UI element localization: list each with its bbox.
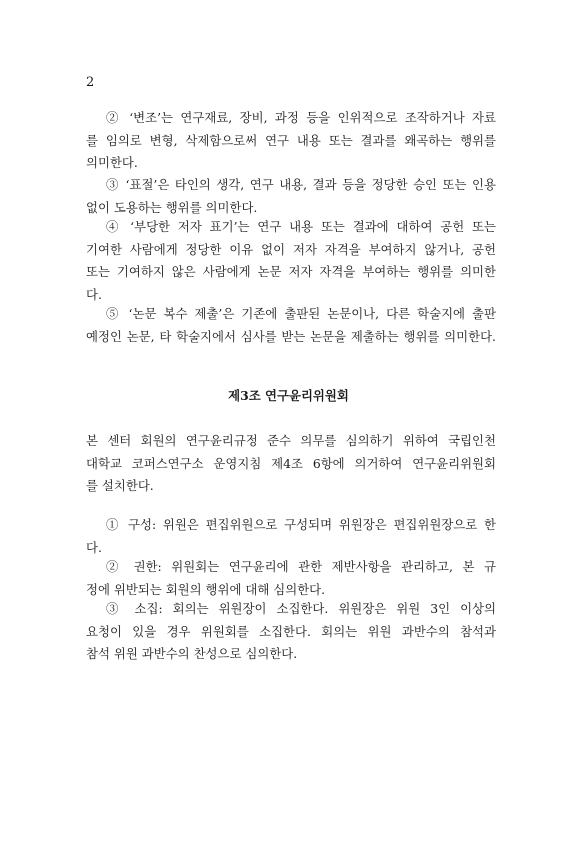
paragraph-line: ③ 소집: 회의는 위원장이 소집한다. 위원장은 위원 3인 이상의 — [106, 601, 496, 616]
paragraph-line: 참석 위원 과반수의 찬성으로 심의한다. — [86, 646, 298, 661]
page-number: 2 — [86, 75, 95, 90]
paragraph-line: 본 센터 회원의 연구윤리규정 준수 의무를 심의하기 위하여 국립인천 — [86, 433, 496, 448]
definition-plagiarism-paragraph — [86, 174, 496, 219]
paragraph-line: 를 임의로 변형, 삭제함으로써 연구 내용 또는 결과를 왜곡하는 행위를 — [86, 132, 496, 148]
paragraph-line: 기여한 사람에게 정당한 이유 없이 저자 자격을 부여하지 않거나, 공헌 — [86, 241, 496, 257]
paragraph-line: 의미한다. — [86, 155, 138, 170]
paragraph-line: 정에 위반되는 회원의 행위에 대해 심의한다. — [86, 581, 326, 597]
paragraph-line: 예정인 논문, 타 학술지에서 심사를 받는 논문을 제출하는 행위를 의미한다. — [86, 328, 496, 344]
paragraph-line: ③ ‘표절’은 타인의 생각, 연구 내용, 결과 등을 정당한 승인 또는 인용 — [106, 177, 496, 192]
paragraph-line: 요청이 있을 경우 위원회를 소집한다. 회의는 위원 과반수의 참석과 — [86, 623, 496, 639]
paragraph-line: 다. — [86, 286, 102, 302]
definition-fabrication-paragraph — [86, 107, 496, 175]
paragraph-line: 또는 기여하지 않은 사람에게 논문 저자 자격을 부여하는 행위를 의미한 — [86, 264, 496, 279]
definition-authorship-paragraph — [86, 216, 496, 306]
paragraph-line: 대학교 코퍼스연구소 운영지침 제4조 6항에 의거하여 연구윤리위원회 — [86, 455, 496, 471]
paragraph-line: 없이 도용하는 행위를 의미한다. — [86, 199, 258, 215]
committee-convening-paragraph — [86, 598, 496, 666]
committee-authority-paragraph — [86, 556, 496, 601]
definition-duplicate-submission-paragraph — [86, 303, 496, 348]
section-title: 제3조 연구윤리위원회 — [228, 388, 349, 403]
committee-composition-paragraph — [86, 514, 496, 559]
committee-intro-paragraph — [86, 430, 496, 498]
paragraph-line: ④ ‘부당한 저자 표기’는 연구 내용 또는 결과에 대하여 공헌 또는 — [106, 219, 496, 234]
paragraph-line: 를 설치한다. — [86, 478, 154, 493]
paragraph-line: ① 구성: 위원은 편집위원으로 구성되며 위원장은 편집위원장으로 한 — [106, 517, 496, 532]
paragraph-line: 다. — [86, 539, 102, 555]
paragraph-line: ② ‘변조’는 연구재료, 장비, 과정 등을 인위적으로 조작하거나 자료 — [106, 110, 496, 125]
paragraph-line: ⑤ ‘논문 복수 제출’은 기존에 출판된 논문이나, 다른 학술지에 출판 — [106, 306, 496, 321]
paragraph-line: ② 권한: 위원회는 연구윤리에 관한 제반사항을 관리하고, 본 규 — [106, 559, 496, 574]
